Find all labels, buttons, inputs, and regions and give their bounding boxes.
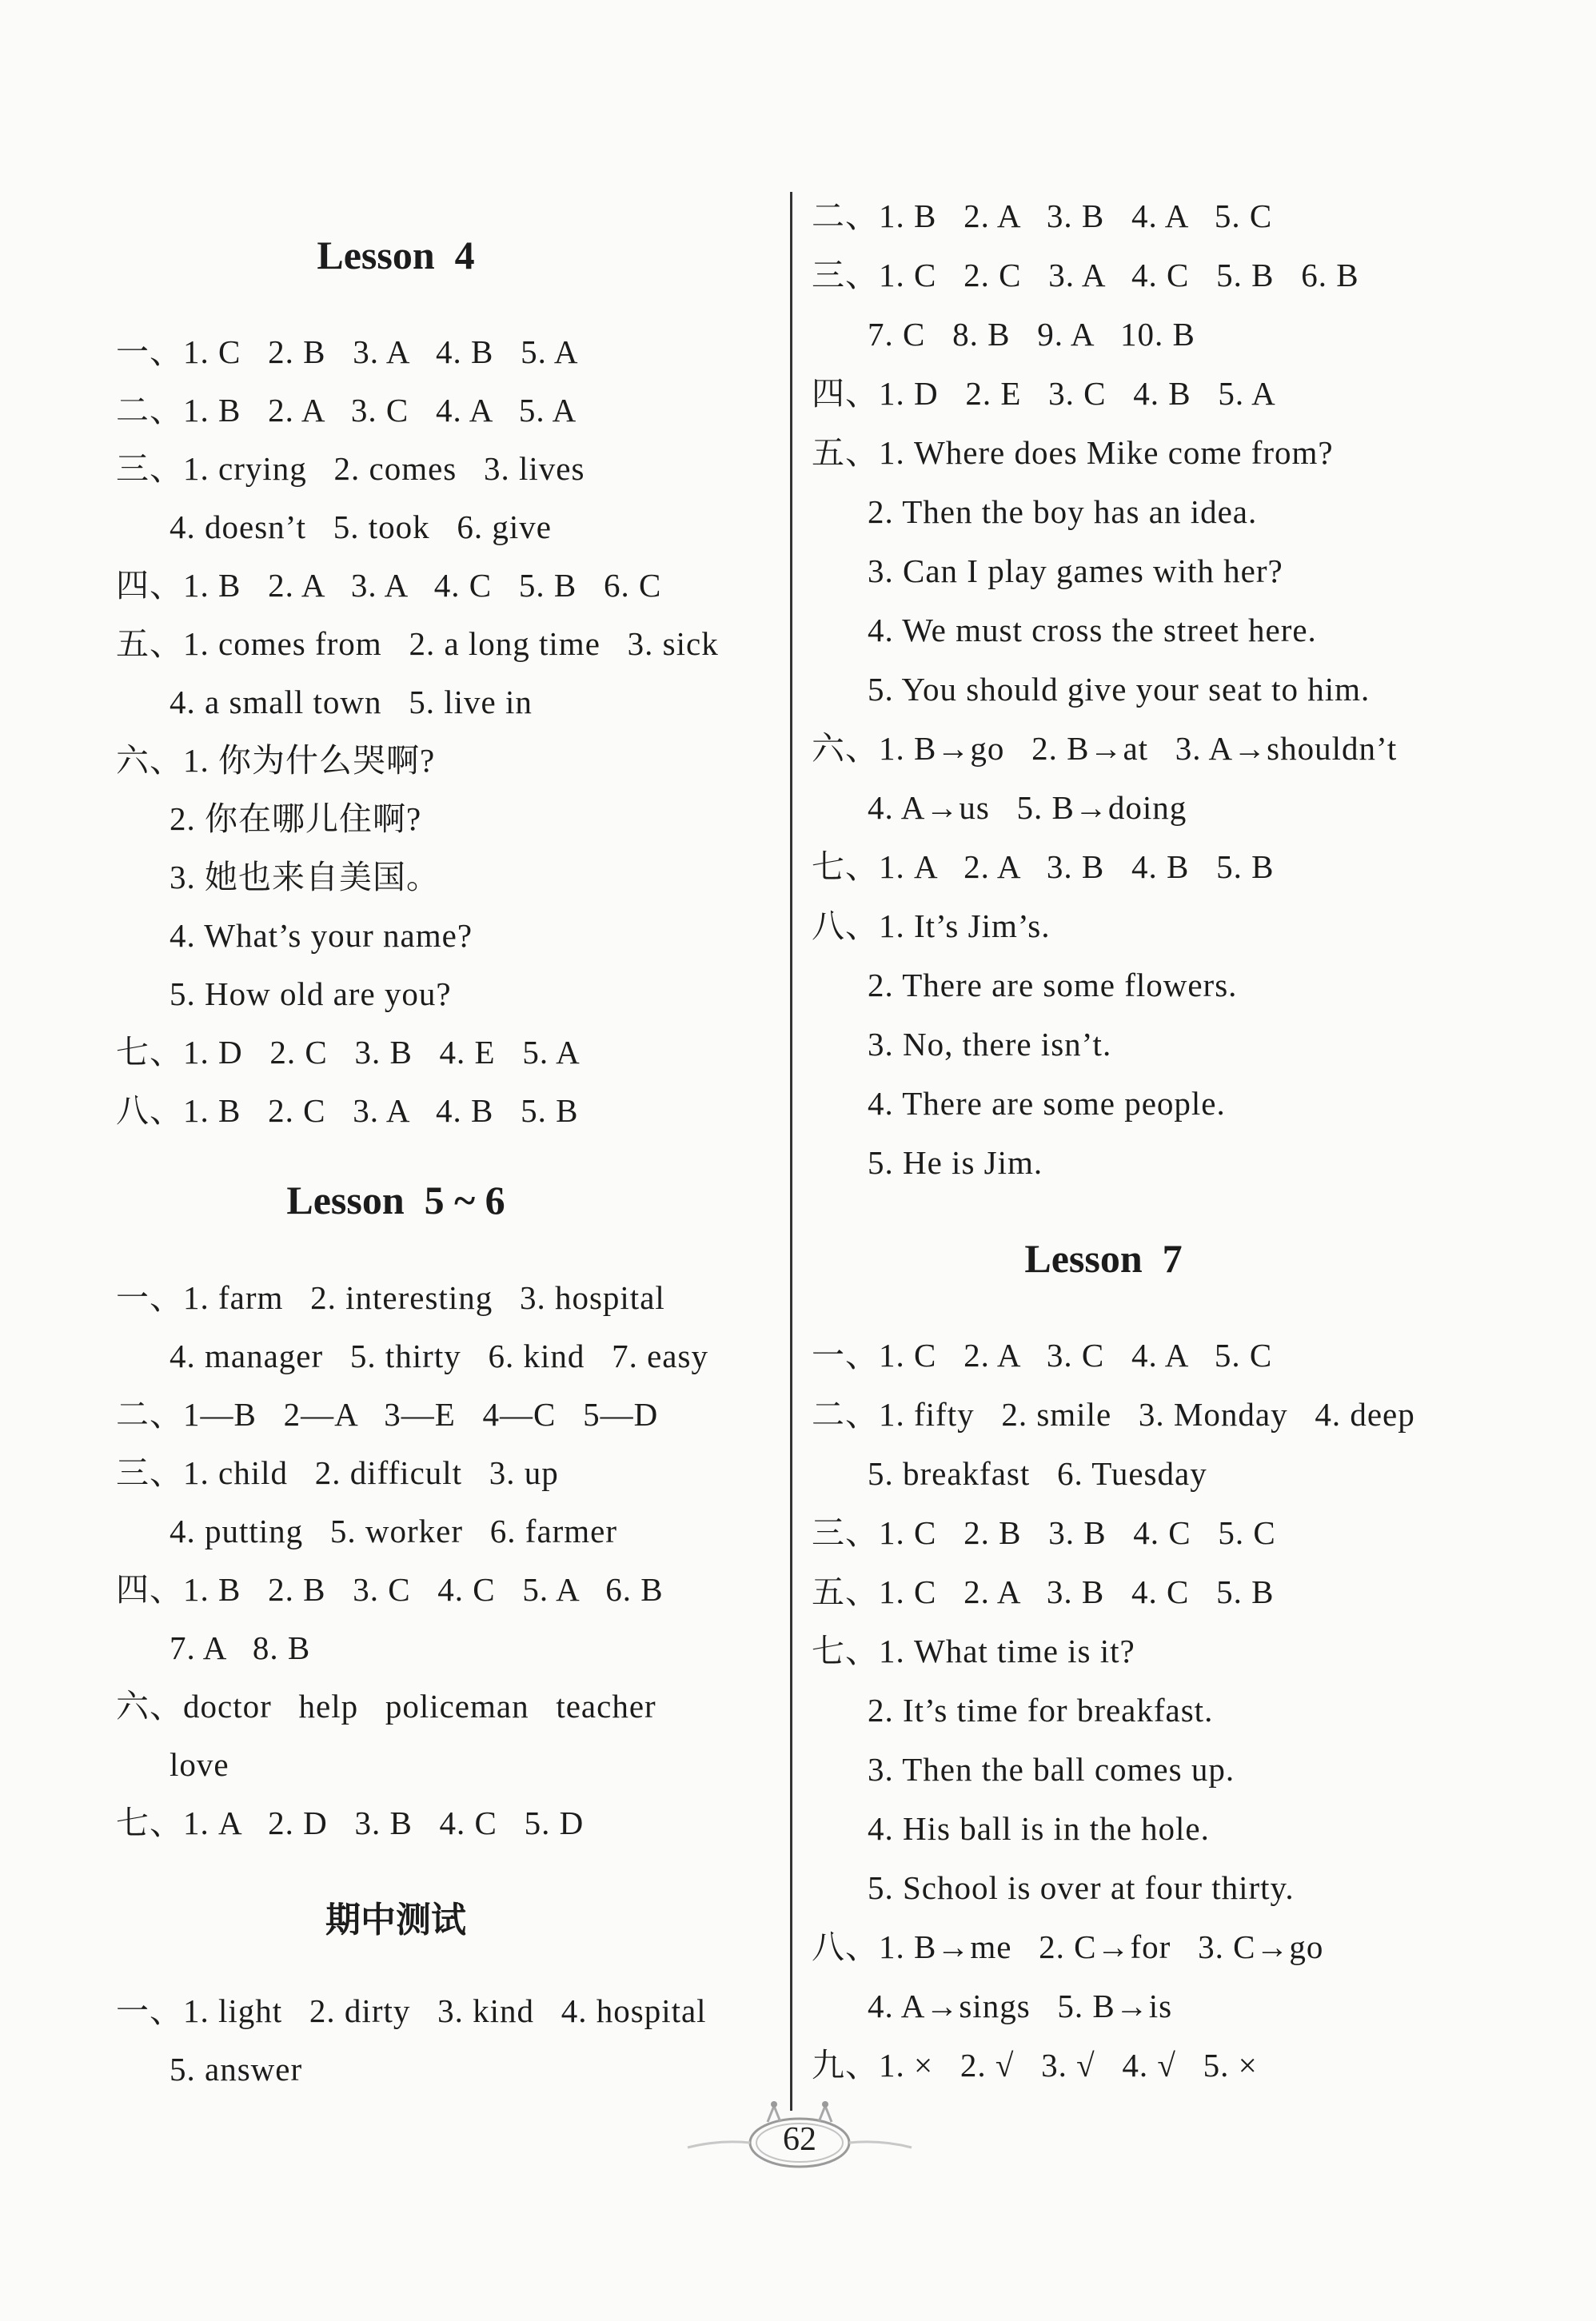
answer-line: 三、1. C 2. B 3. B 4. C 5. C — [812, 1514, 1276, 1551]
lesson-5-6-title: Lesson 5 ~ 6 — [286, 1178, 505, 1222]
answer-line: 4. doesn’t 5. took 6. give — [170, 508, 552, 545]
answer-line: 八、1. It’s Jim’s. — [812, 907, 1051, 944]
answer-line: 三、1. crying 2. comes 3. lives — [116, 450, 585, 487]
answer-line: 七、1. A 2. D 3. B 4. C 5. D — [116, 1805, 585, 1841]
answer-line: 六、1. 你为什么哭啊? — [116, 742, 436, 779]
answer-line: 五、1. Where does Mike come from? — [812, 434, 1334, 471]
answer-line: 7. A 8. B — [170, 1629, 311, 1666]
answer-line: 3. 她也来自美国。 — [170, 859, 440, 895]
answer-line: 三、1. C 2. C 3. A 4. C 5. B 6. B — [812, 257, 1359, 293]
answer-line: 一、1. farm 2. interesting 3. hospital — [116, 1279, 665, 1316]
answer-line: 2. There are some flowers. — [868, 967, 1238, 1003]
answer-line: 4. putting 5. worker 6. farmer — [170, 1513, 618, 1549]
answer-line: 一、1. C 2. A 3. C 4. A 5. C — [812, 1337, 1273, 1374]
answer-line: 八、1. B 2. C 3. A 4. B 5. B — [116, 1092, 579, 1129]
answer-line: 3. Then the ball comes up. — [868, 1751, 1235, 1788]
answer-line: 5. breakfast 6. Tuesday — [868, 1455, 1207, 1492]
answer-line: 二、1—B 2—A 3—E 4—C 5—D — [116, 1396, 659, 1433]
answer-line: 四、1. B 2. B 3. C 4. C 5. A 6. B — [116, 1571, 664, 1608]
answer-line: 二、1. B 2. A 3. B 4. A 5. C — [812, 197, 1273, 234]
answer-line: 5. He is Jim. — [868, 1144, 1043, 1181]
answer-line: 2. Then the boy has an idea. — [868, 493, 1258, 530]
answer-line: 4. A→sings 5. B→is — [868, 1988, 1173, 2024]
answer-line: 五、1. C 2. A 3. B 4. C 5. B — [812, 1573, 1275, 1610]
answer-line: 4. manager 5. thirty 6. kind 7. easy — [170, 1338, 708, 1374]
page-number: 62 — [783, 2121, 816, 2158]
answer-line: 4. A→us 5. B→doing — [868, 789, 1187, 826]
answer-line: 5. How old are you? — [170, 975, 452, 1012]
lesson-4-title: Lesson 4 — [317, 233, 475, 277]
page-number-badge — [672, 2095, 928, 2183]
answer-line: 五、1. comes from 2. a long time 3. sick — [116, 625, 719, 662]
answer-line: 四、1. D 2. E 3. C 4. B 5. A — [812, 375, 1276, 412]
midterm-test-title: 期中测试 — [325, 1900, 466, 1940]
answer-line: 六、1. B→go 2. B→at 3. A→shouldn’t — [812, 730, 1398, 767]
answer-line: 二、1. fifty 2. smile 3. Monday 4. deep — [812, 1396, 1415, 1433]
answer-line: 一、1. light 2. dirty 3. kind 4. hospital — [116, 1992, 707, 2029]
answer-line: 4. a small town 5. live in — [170, 684, 533, 720]
answer-line: 八、1. B→me 2. C→for 3. C→go — [812, 1928, 1324, 1965]
answer-line: 3. Can I play games with her? — [868, 552, 1283, 589]
answer-line: 7. C 8. B 9. A 10. B — [868, 316, 1195, 353]
answer-line: 4. What’s your name? — [170, 917, 473, 954]
answer-line: 5. answer — [170, 2051, 303, 2088]
answer-line: 二、1. B 2. A 3. C 4. A 5. A — [116, 392, 577, 429]
answer-line: love — [170, 1746, 229, 1783]
answer-line: 一、1. C 2. B 3. A 4. B 5. A — [116, 333, 579, 370]
answer-line: 2. 你在哪儿住啊? — [170, 800, 422, 837]
answer-line: 2. It’s time for breakfast. — [868, 1692, 1214, 1729]
answer-line: 3. No, there isn’t. — [868, 1026, 1112, 1063]
answer-line: 5. You should give your seat to him. — [868, 671, 1371, 708]
answer-line: 七、1. What time is it? — [812, 1633, 1135, 1669]
answer-line: 4. There are some people. — [868, 1085, 1226, 1122]
answer-line: 九、1. × 2. √ 3. √ 4. √ 5. × — [812, 2047, 1258, 2084]
answer-line: 5. School is over at four thirty. — [868, 1869, 1295, 1906]
answer-line: 七、1. D 2. C 3. B 4. E 5. A — [116, 1034, 581, 1071]
answer-line: 4. His ball is in the hole. — [868, 1810, 1210, 1847]
lesson-7-title: Lesson 7 — [1024, 1236, 1183, 1281]
answer-line: 4. We must cross the street here. — [868, 612, 1317, 648]
answer-line: 七、1. A 2. A 3. B 4. B 5. B — [812, 848, 1275, 885]
column-divider — [790, 192, 792, 2111]
answer-line: 六、doctor help policeman teacher — [116, 1688, 656, 1725]
answer-line: 三、1. child 2. difficult 3. up — [116, 1454, 559, 1491]
answer-line: 四、1. B 2. A 3. A 4. C 5. B 6. C — [116, 567, 662, 604]
